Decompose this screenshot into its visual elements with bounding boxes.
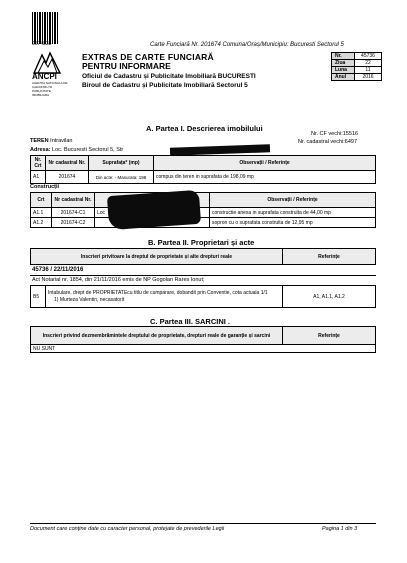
part-c-title: C. Partea III. SARCINI . xyxy=(150,317,231,326)
page-number: Pagina 1 din 3 xyxy=(322,526,358,532)
cadastral-old-number: Nr. cadastral vechi:6497 xyxy=(298,139,358,145)
table-row: A1.2 201674-C2 sopron cu o suprafata construita de 12,95 mp xyxy=(31,218,376,228)
document-subtitle: PENTRU INFORMARE xyxy=(82,61,171,71)
constructions-title: Construcții xyxy=(30,184,60,190)
privacy-notice: Document care conține date cu caracter personal, protejate de prevederile Legii xyxy=(30,526,225,532)
entry-number: 45736 / 22/11/2016 xyxy=(32,267,84,273)
ownership-entry-table xyxy=(30,285,376,308)
footer-divider xyxy=(30,523,376,524)
table-row: A1 201674 Din acte: - Masurata: 198 compus din teren in suprafata de 198,09 mp xyxy=(31,171,376,184)
barcode xyxy=(32,6,58,44)
land-type: TEREN Intravilan xyxy=(30,138,73,144)
cf-old-number: Nr. CF vechi:15516 xyxy=(311,131,359,137)
barcode-number: 9674838 xyxy=(32,41,52,47)
ownership-table: Inscrieri privitoare la dreptul de proprietate și alte drepturi reale Referințe xyxy=(30,248,376,265)
part-a-title: A. Partea I. Descrierea imobilului xyxy=(146,124,263,133)
land-table: Nr. Crt Nr cadastral Nr. Suprafața* (mp) Observații / Referințe A1 201674 Din acte: - Masurata: 198 compus din teren in suprafata de 198,09 mp xyxy=(30,155,376,184)
office-bureau: Biroul de Cadastru și Publicitate Imobiliară Sectorul 5 xyxy=(82,82,248,89)
table-row: NU SUNT xyxy=(31,345,376,353)
cf-reference: Carte Funciară Nr. 201674 Comuna/Oraș/Municipiu: Bucuresti Sectorul 5 xyxy=(150,42,344,48)
document-title: EXTRAS DE CARTE FUNCIARĂ xyxy=(82,52,214,62)
agency-logo-text: ANCPI xyxy=(32,72,57,81)
redaction-mark xyxy=(107,190,201,230)
notarial-act: Act Notarial nr. 1854, din 21/11/2016 emis de NP Gogolan Rares Ionut; xyxy=(32,277,205,283)
agency-logo-subtext: AGENTIA NATIONALA DE CADASTRU SI PUBLICITATE IMOBILIARA xyxy=(32,81,68,97)
address-line: Adresa: Loc. Bucuresti Sectorul 5, Str xyxy=(30,147,124,153)
office-name: Oficiul de Cadastru și Publicitate Imobiliară BUCURESTI xyxy=(82,73,256,80)
encumbrances-table: Inscrieri privind dezmembrămintele dreptului de proprietate, drepturi reale de garanție și sarcini Referințe NU SUNT xyxy=(30,326,376,353)
part-b-title: B. Partea II. Proprietari și acte xyxy=(148,238,255,247)
constructions-table: Crt Nr cadastral Nr. Observații / Referințe A1.1 201674-C1 Loc constructie anexa in suprafata construita de 44,00 mp A1.2 201674-C2 sopron cu o suprafata construita de 12,95 mp xyxy=(30,192,376,228)
table-row: A1.1 201674-C1 Loc constructie anexa in suprafata construita de 44,00 mp xyxy=(31,208,376,218)
request-meta-table: Nr. 45736 Ziua 22 Luna 11 Anul 2016 xyxy=(331,52,382,81)
table-row: B5 Intabulare, drept de PROPRIETATEcu titlu de cumparare, dobandit prin Conventie, cota actuala 1/1 1) Murteza Valentin, necasatorit A1, A1.1, A1.2 xyxy=(31,286,376,308)
